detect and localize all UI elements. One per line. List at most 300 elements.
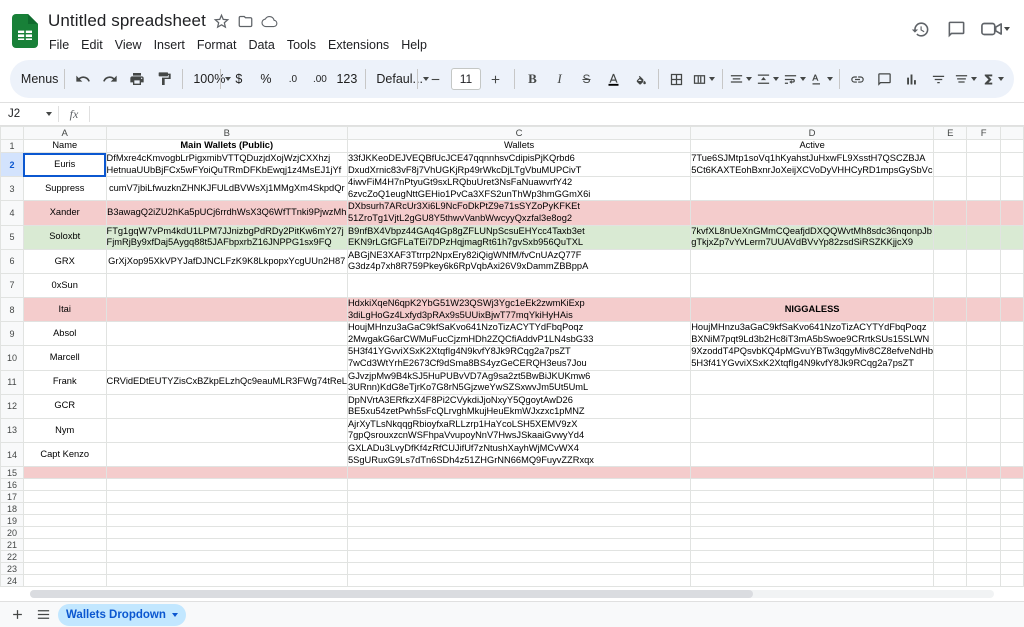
filter-views-icon[interactable] [953,66,979,92]
cell-A23[interactable] [23,563,106,575]
cell-B1[interactable]: Main Wallets (Public) [106,140,347,153]
cell-F14[interactable] [967,443,1000,467]
cell-B8[interactable] [106,297,347,321]
cell-B12[interactable] [106,394,347,418]
cell-G16[interactable] [1000,479,1023,491]
cell-B7[interactable] [106,273,347,297]
cell-C8[interactable]: HdxkiXqeN6qpK2YbG51W23QSWj3Ygc1eEk2zwmKiExp 3diLgHoGz4Lxfyd3pRAx9s5UUixBjwT77mqYkiHyHAis [347,297,690,321]
toolbar-divider [417,69,418,89]
cell-G12[interactable] [1000,394,1023,418]
strikethrough-icon[interactable] [573,66,599,92]
grid-row [1,527,1024,539]
cell-D9[interactable]: HoujMHnzu3aGaC9kfSaKvo641NzoTizACYTYdFbqPoqz BXNiM7pqt9Ld3b2Hc8iT3mA5bSwoe9CRrtkSUs15SLWN [691,322,934,346]
row-header-8[interactable]: 8 [1,297,24,321]
cell-A12[interactable]: GCR [23,394,106,418]
cell-G1[interactable] [1000,140,1023,153]
cell-D18[interactable] [691,503,934,515]
row-header-2[interactable]: 2 [1,153,24,177]
row-header-16[interactable]: 16 [1,479,24,491]
cell-F20[interactable] [967,527,1000,539]
cell-C17[interactable] [347,491,690,503]
title-area [48,8,903,56]
cell-A22[interactable] [23,551,106,563]
row-header-6[interactable]: 6 [1,249,24,273]
grid-row [1,201,1024,225]
cell-G24[interactable] [1000,575,1023,587]
cell-E21[interactable] [934,539,967,551]
cell-F16[interactable] [967,479,1000,491]
cell-E3[interactable] [934,177,967,201]
cell-F6[interactable] [967,249,1000,273]
cell-D23[interactable] [691,563,934,575]
cell-D19[interactable] [691,515,934,527]
cell-D17[interactable] [691,491,934,503]
cloud-saved-icon[interactable] [262,13,278,29]
cell-B11[interactable]: CRVidEDtEUTYZisCxBZkpELzhQc9eauMLR3FWg74tReL [106,370,347,394]
cell-C15[interactable] [347,467,690,479]
cell-C14[interactable]: GXLADu3LvyDfKf4zRfCUJifUf7zNtushXayhWjMCvWX4 5SgURuxG9Ls7dTn6SDh4z51ZHGrNN66MQ9FuyvZZRxqx [347,443,690,467]
cell-G13[interactable] [1000,418,1023,442]
grid-row [1,503,1024,515]
cell-D12[interactable] [691,394,934,418]
decrease-decimal-icon[interactable] [280,66,306,92]
currency-icon[interactable] [226,66,252,92]
cell-G5[interactable] [1000,225,1023,249]
cell-A8[interactable]: Itai [23,297,106,321]
cell-D1[interactable]: Active [691,140,934,153]
name-box[interactable] [0,108,58,120]
cell-B5[interactable]: FTg1gqW7vPm4kdU1LPM7JJnizbgPdRDy2PitKw6mY27j FjmRjBy9xfDaj5Aygq88t5JAFbpxrbZ16JNPPG1sx9FQ [106,225,347,249]
row-header-15[interactable]: 15 [1,467,24,479]
row-header-14[interactable]: 14 [1,443,24,467]
cell-D22[interactable] [691,551,934,563]
cell-D11[interactable] [691,370,934,394]
menu-bar [43,35,903,56]
cell-C6[interactable]: ABGjNE3XAF3Ttrrp2NpxEry82iQigWNfM/fvCnUAzQ77F G3dz4p7xh8R759Pkey6k6RpVqbAxi26V9xDammZBBppA [347,249,690,273]
increase-decimal-icon[interactable] [307,66,333,92]
menu-edit[interactable]: Edit [81,38,103,52]
cell-B6[interactable]: GrXjXop95XkVPYJafDJNCLFzK9K8LkpopxYcgUUn2H87 [106,249,347,273]
toolbar-divider [220,69,221,89]
cell-C18[interactable] [347,503,690,515]
row-header-9[interactable]: 9 [1,322,24,346]
cell-E9[interactable] [934,322,967,346]
cell-D14[interactable] [691,443,934,467]
cell-A2[interactable]: Euris [23,153,106,177]
cell-E14[interactable] [934,443,967,467]
text-rotation-icon[interactable] [808,66,834,92]
cell-G15[interactable] [1000,467,1023,479]
toolbar-divider [365,69,366,89]
star-icon[interactable] [214,13,230,29]
cell-F18[interactable] [967,503,1000,515]
title-row [48,10,903,32]
comment-icon[interactable] [939,12,973,46]
italic-icon[interactable] [546,66,572,92]
cell-D16[interactable] [691,479,934,491]
cell-C24[interactable] [347,575,690,587]
cell-C23[interactable] [347,563,690,575]
cell-B3[interactable]: cumV7jbiLfwuzknZHNKJFULdBVWsXj1MMgXm4SkpdQr [106,177,347,201]
text-wrap-icon[interactable] [781,66,807,92]
column-header-C[interactable]: C [347,127,690,140]
cell-D5[interactable]: 7kvfXL8nUeXnGMmCQeafjdDXQQWvtMh8sdc36nqonpJb gTkjxZp7vYvLerm7UUAVdBVvYp82zsdSiRSZKKjjcX9 [691,225,934,249]
cell-E12[interactable] [934,394,967,418]
filter-icon[interactable] [926,66,952,92]
cell-G3[interactable] [1000,177,1023,201]
cell-D2[interactable]: 7Tue6SJMtp1soVq1hKyahstJuHxwFL9XsstH7QSCZBJA 5Ct6KAXTEohBxnrJoXeijXCVoDyVHHCyRD1mpsGySbVc [691,153,934,177]
cell-A11[interactable]: Frank [23,370,106,394]
cell-D13[interactable] [691,418,934,442]
font-value: Defaul... [376,72,423,86]
cell-B10[interactable] [106,346,347,370]
row-header-17[interactable]: 17 [1,491,24,503]
cell-E20[interactable] [934,527,967,539]
fill-color-icon[interactable] [627,66,653,92]
cell-D8[interactable]: NIGGALESS [691,297,934,321]
cell-F7[interactable] [967,273,1000,297]
cell-C3[interactable]: 4iwvFiM4H7nPtyuGt9sxLRQbuUret3NsFaNuawvrfY42 6zvcZoQ1eugNttGEHio1PvCa3XFS2unThWp3hmGGmX6i [347,177,690,201]
cell-C7[interactable] [347,273,690,297]
zoom-select[interactable] [187,66,226,92]
cell-E17[interactable] [934,491,967,503]
row-header-11[interactable]: 11 [1,370,24,394]
cell-G19[interactable] [1000,515,1023,527]
sheet-tab-bar [0,601,1024,627]
cell-F1[interactable] [967,140,1000,153]
cell-G11[interactable] [1000,370,1023,394]
row-header-12[interactable]: 12 [1,394,24,418]
horizontal-align-icon[interactable] [727,66,753,92]
cell-D6[interactable] [691,249,934,273]
horizontal-scrollbar[interactable] [0,587,1024,601]
cell-E11[interactable] [934,370,967,394]
cell-D7[interactable] [691,273,934,297]
row-header-13[interactable]: 13 [1,418,24,442]
cell-F17[interactable] [967,491,1000,503]
cell-G6[interactable] [1000,249,1023,273]
google-meet-icon[interactable] [975,13,1014,45]
cell-G4[interactable] [1000,201,1023,225]
name-box-value: J2 [8,108,21,120]
cell-F3[interactable] [967,177,1000,201]
cell-F8[interactable] [967,297,1000,321]
grid-row [1,322,1024,346]
chevron-down-icon[interactable] [172,613,178,617]
font-size-decrease-icon[interactable] [423,66,449,92]
cell-E8[interactable] [934,297,967,321]
chevron-down-icon [827,77,833,81]
sheet-tab-wallets-dropdown[interactable] [58,604,186,626]
cell-E19[interactable] [934,515,967,527]
cell-E24[interactable] [934,575,967,587]
cell-A18[interactable] [23,503,106,515]
cell-C16[interactable] [347,479,690,491]
cell-F15[interactable] [967,467,1000,479]
menu-view[interactable]: View [114,38,142,52]
grid-row [1,153,1024,177]
google-sheets-logo[interactable] [10,11,40,51]
cell-G20[interactable] [1000,527,1023,539]
toolbar-divider [839,69,840,89]
cell-A16[interactable] [23,479,106,491]
cell-D3[interactable] [691,177,934,201]
cell-E22[interactable] [934,551,967,563]
chevron-down-icon [709,77,715,81]
cell-C22[interactable] [347,551,690,563]
cell-A21[interactable] [23,539,106,551]
row-header-18[interactable]: 18 [1,503,24,515]
row-header-20[interactable]: 20 [1,527,24,539]
menu-help[interactable]: Help [401,38,427,52]
chevron-down-icon [1004,27,1010,31]
cell-D15[interactable] [691,467,934,479]
grid-row [1,418,1024,442]
cell-B24[interactable] [106,575,347,587]
cell-B16[interactable] [106,479,347,491]
paint-format-icon[interactable] [151,66,177,92]
cell-C4[interactable]: DXbsurh7ARcUr3Xi6L9NcFoDkPtZ9e71sSYZoPyKFKEt 51ZroTg1VjtL2gGU8Y5thwvVanbWwcyyQxzfal3e8og2 [347,201,690,225]
cell-G22[interactable] [1000,551,1023,563]
grid-row [1,273,1024,297]
cell-B21[interactable] [106,539,347,551]
cell-G2[interactable] [1000,153,1023,177]
grid-row [1,515,1024,527]
cell-C2[interactable]: 33fJKKeoDEJVEQBfUcJCE47qqnnhsvCdipisPjKQrbd6 DxudXrnic83vF8j7VhUGKjRp49rWkcDjLTgVbuMUPCivT [347,153,690,177]
menu-file[interactable]: File [49,38,70,52]
print-icon[interactable] [124,66,150,92]
cell-F23[interactable] [967,563,1000,575]
grid-row [1,491,1024,503]
font-select[interactable] [370,66,423,92]
cell-A20[interactable] [23,527,106,539]
cell-F11[interactable] [967,370,1000,394]
toolbar-divider [658,69,659,89]
cell-E16[interactable] [934,479,967,491]
cell-F13[interactable] [967,418,1000,442]
cell-A6[interactable]: GRX [23,249,106,273]
row-header-10[interactable]: 10 [1,346,24,370]
insert-chart-icon[interactable] [899,66,925,92]
undo-icon[interactable] [70,66,96,92]
cell-F22[interactable] [967,551,1000,563]
cell-D24[interactable] [691,575,934,587]
cell-E15[interactable] [934,467,967,479]
cell-B19[interactable] [106,515,347,527]
cell-F12[interactable] [967,394,1000,418]
cell-E13[interactable] [934,418,967,442]
font-size-increase-icon[interactable] [483,66,509,92]
cell-F24[interactable] [967,575,1000,587]
row-header-7[interactable]: 7 [1,273,24,297]
column-header-D[interactable]: D [691,127,934,140]
cell-G9[interactable] [1000,322,1023,346]
cell-B20[interactable] [106,527,347,539]
insert-comment-icon[interactable] [872,66,898,92]
row-header-21[interactable]: 21 [1,539,24,551]
cell-A1[interactable]: Name [23,140,106,153]
cell-F19[interactable] [967,515,1000,527]
cell-G7[interactable] [1000,273,1023,297]
column-header-B[interactable]: B [106,127,347,140]
spreadsheet-grid[interactable] [0,126,1024,587]
cell-F21[interactable] [967,539,1000,551]
cell-C12[interactable]: DpNVrtA3ERfkzX4F8Pi2CVykdiJjoNxyY5QgoytAwD26 BE5xu54zetPwh5sFcQLrvghMkujHeuEkmWJxzxc1pMNZ [347,394,690,418]
cell-A4[interactable]: Xander [23,201,106,225]
cell-A14[interactable]: Capt Kenzo [23,443,106,467]
column-header-F[interactable]: F [967,127,1000,140]
cell-D10[interactable]: 9XzoddT4PQsvbKQ4pMGvuYBTw3qgyMiv8CZ8efveNdHb 5H3f41YGvviXSxK2XtqfIg4N9kvfY8Jk9RCqg2a7psZT [691,346,934,370]
row-header-19[interactable]: 19 [1,515,24,527]
cell-B9[interactable] [106,322,347,346]
font-size-input[interactable]: 11 [451,68,481,90]
cell-E23[interactable] [934,563,967,575]
all-sheets-icon[interactable] [32,604,54,626]
menu-insert[interactable]: Insert [153,38,185,52]
cell-E6[interactable] [934,249,967,273]
row-header-23[interactable]: 23 [1,563,24,575]
cell-A19[interactable] [23,515,106,527]
column-header-A[interactable]: A [23,127,106,140]
cell-A9[interactable]: Absol [23,322,106,346]
redo-icon[interactable] [97,66,123,92]
row-header-4[interactable]: 4 [1,201,24,225]
cell-D20[interactable] [691,527,934,539]
cell-E1[interactable] [934,140,967,153]
grid-row [1,539,1024,551]
row-header-24[interactable]: 24 [1,575,24,587]
cell-B2[interactable]: DfMxre4cKmvogbLrPigxmibVTTQDuzjdXojWzjCXXhzj HetnuaUUbBjFCx5wFYoiQuTRmDFKbEwqj1z4MsEJ1jYf [106,153,347,177]
cell-G18[interactable] [1000,503,1023,515]
move-to-folder-icon[interactable] [238,13,254,29]
borders-icon[interactable] [664,66,690,92]
column-header-E[interactable]: E [934,127,967,140]
row-header-22[interactable]: 22 [1,551,24,563]
cell-G10[interactable] [1000,346,1023,370]
hscroll-thumb[interactable] [30,590,753,598]
add-sheet-icon[interactable] [6,604,28,626]
percent-icon[interactable] [253,66,279,92]
version-history-icon[interactable] [903,12,937,46]
cell-C10[interactable]: 5H3f41YGvviXSxK2XtqfIg4N9kvfY8Jk9RCqg2a7psZT 7wCd3WtYrhE2673Cf9dSma8BS4yzGeCERQH3eus7Jou [347,346,690,370]
cell-B14[interactable] [106,443,347,467]
menu-extensions[interactable]: Extensions [328,38,390,52]
hscroll-track[interactable] [30,590,994,598]
cell-G23[interactable] [1000,563,1023,575]
fx-icon[interactable]: fx [69,106,79,121]
grid-row [1,551,1024,563]
cell-G17[interactable] [1000,491,1023,503]
cell-C1[interactable]: Wallets [347,140,690,153]
cell-C19[interactable] [347,515,690,527]
cell-G8[interactable] [1000,297,1023,321]
currency-label: $ [235,72,243,86]
grid-table [0,126,1024,587]
italic-label: I [557,71,562,86]
cell-F4[interactable] [967,201,1000,225]
cell-E2[interactable] [934,153,967,177]
cell-B15[interactable] [106,467,347,479]
cell-B17[interactable] [106,491,347,503]
menu-format[interactable]: Format [196,38,237,52]
menu-tools[interactable]: Tools [286,38,317,52]
cell-A7[interactable]: 0xSun [23,273,106,297]
grid-row [1,575,1024,587]
vertical-align-icon[interactable] [754,66,780,92]
grid-row [1,467,1024,479]
merge-cells-icon[interactable] [691,66,717,92]
grid-row [1,297,1024,321]
cell-B18[interactable] [106,503,347,515]
toolbar-divider [514,69,515,89]
functions-icon[interactable] [980,66,1006,92]
cell-B23[interactable] [106,563,347,575]
cell-C20[interactable] [347,527,690,539]
column-header-G[interactable] [1000,127,1023,140]
cell-A10[interactable]: Marcell [23,346,106,370]
cell-C11[interactable]: GJvzjpMw9B4kSJ5HuPUBvVD7Ag9sa2zt5BwBiJKUKmw6 3URnn)KdG8eTjrKo7G8rN5GjzweYwSZSxwvJm5Ut5UmL [347,370,690,394]
cell-E4[interactable] [934,201,967,225]
cell-C5[interactable]: B9nfBX4Vbpz44GAq4Gp8gZFLUNpScsuEHYcc4Taxb3et EKN9rLGfGFLaTEi7DPzHqjmagRt61h7gvSxb956QuTXL [347,225,690,249]
cell-C13[interactable]: AjrXyTLsNkqqgRbioyfxaRLLzrp1HaYcoLSH5XEMV9zX 7gpQsrouxzcnWSFhpaVvupoyNnV7HwsJSkaaiGvwyYd4 [347,418,690,442]
cell-A3[interactable]: Suppress [23,177,106,201]
cell-F5[interactable] [967,225,1000,249]
decrease-decimal-label: .0 [288,73,298,85]
formula-bar-divider [89,106,90,122]
cell-A24[interactable] [23,575,106,587]
cell-B22[interactable] [106,551,347,563]
cell-E5[interactable] [934,225,967,249]
sheet-tab-label: Wallets Dropdown [66,608,166,621]
cell-B4[interactable]: B3awagQ2iZU2hKa5pUCj6rrdhWsX3Q6WfTTnki9PjwzMh [106,201,347,225]
cell-A5[interactable]: Soloxbt [23,225,106,249]
zoom-value: 100% [193,72,226,86]
cell-F10[interactable] [967,346,1000,370]
cell-F2[interactable] [967,153,1000,177]
cell-B13[interactable] [106,418,347,442]
cell-D4[interactable] [691,201,934,225]
cell-G14[interactable] [1000,443,1023,467]
cell-A17[interactable] [23,491,106,503]
cell-E10[interactable] [934,346,967,370]
cell-C21[interactable] [347,539,690,551]
cell-E18[interactable] [934,503,967,515]
text-color-icon[interactable] [600,66,626,92]
cell-A13[interactable]: Nym [23,418,106,442]
strike-label: S [582,72,591,86]
cell-A15[interactable] [23,467,106,479]
row-header-1[interactable]: 1 [1,140,24,153]
grid-row [1,479,1024,491]
row-header-3[interactable]: 3 [1,177,24,201]
row-header-5[interactable]: 5 [1,225,24,249]
link-icon[interactable] [845,66,871,92]
document-title[interactable]: Untitled spreadsheet [48,11,206,30]
bold-icon[interactable] [519,66,545,92]
more-formats-icon[interactable] [334,66,360,92]
cell-D21[interactable] [691,539,934,551]
select-all-corner[interactable] [1,127,24,140]
cell-F9[interactable] [967,322,1000,346]
cell-C9[interactable]: HoujMHnzu3aGaC9kfSaKvo641NzoTizACYTYdFbqPoqz 2MwgakG6arCWMuFucCjzmHDh2ZQCfiAddvP1LN4sbG33 [347,322,690,346]
cell-G21[interactable] [1000,539,1023,551]
menus-button[interactable] [18,66,59,92]
menus-label: Menus [20,72,59,86]
cell-E7[interactable] [934,273,967,297]
chevron-down-icon [800,77,806,81]
toolbar-divider [64,69,65,89]
menu-data[interactable]: Data [248,38,275,52]
